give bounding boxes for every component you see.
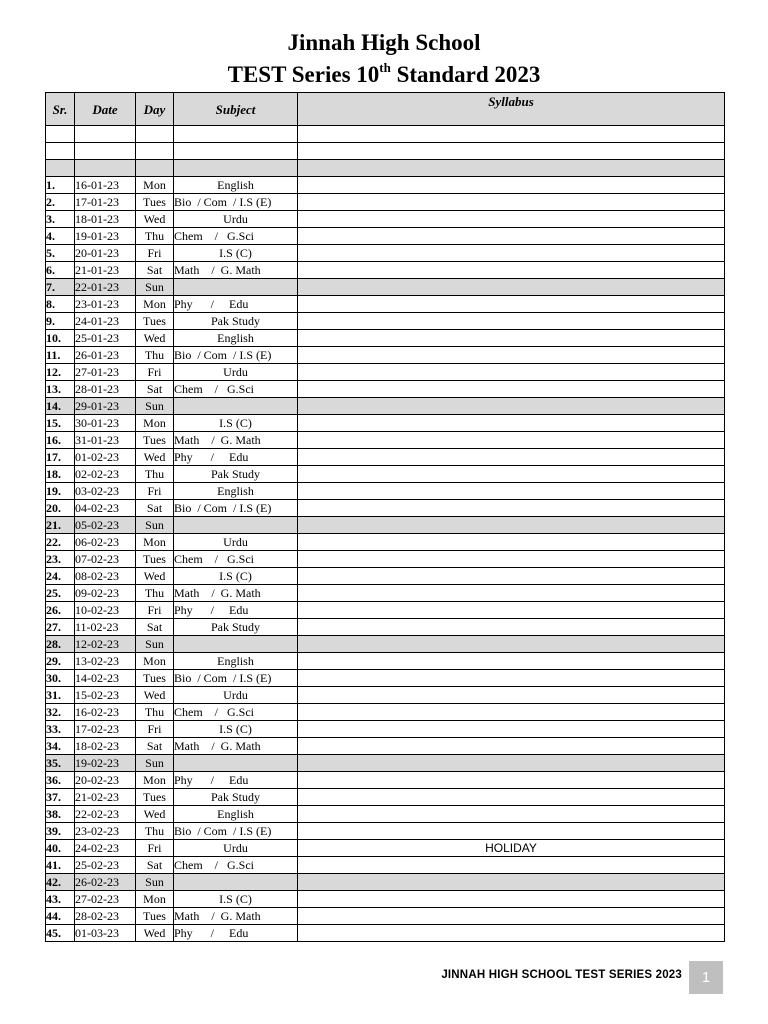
cell-sr: 30. — [46, 670, 75, 687]
cell-sr: 44. — [46, 908, 75, 925]
table-row — [46, 551, 725, 568]
school-name: Jinnah High School — [287, 30, 481, 55]
cell-sr: 7. — [46, 279, 75, 296]
cell-sr: 14. — [46, 398, 75, 415]
col-header-day: Day — [136, 93, 174, 126]
col-header-sr: Sr. — [46, 93, 75, 126]
cell-subject — [174, 755, 298, 772]
cell-sr: 31. — [46, 687, 75, 704]
cell-sr: 10. — [46, 330, 75, 347]
cell-date: 17-02-23 — [75, 721, 136, 738]
page-number: 1 — [689, 961, 723, 994]
table-row — [46, 602, 725, 619]
cell-date: 31-01-23 — [75, 432, 136, 449]
cell-syllabus — [298, 398, 725, 415]
series-suffix: Standard 2023 — [390, 62, 541, 87]
cell-subject: Chem / G.Sci — [174, 857, 298, 874]
cell-sr: 8. — [46, 296, 75, 313]
cell-subject: I.S (C) — [174, 891, 298, 908]
cell-subject: I.S (C) — [174, 568, 298, 585]
cell-syllabus: HOLIDAY — [298, 840, 725, 857]
cell-date: 14-02-23 — [75, 670, 136, 687]
cell-day: Sun — [136, 755, 174, 772]
cell-sr: 40. — [46, 840, 75, 857]
cell-syllabus — [298, 330, 725, 347]
cell-date: 18-02-23 — [75, 738, 136, 755]
cell-syllabus — [298, 721, 725, 738]
cell-date: 24-02-23 — [75, 840, 136, 857]
col-header-syllabus: Syllabus — [298, 93, 725, 126]
table-row — [46, 585, 725, 602]
cell-day: Tues — [136, 432, 174, 449]
cell-subject: Phy / Edu — [174, 296, 298, 313]
cell-day: Tues — [136, 670, 174, 687]
cell-subject: Bio / Com / I.S (E) — [174, 670, 298, 687]
cell-day: Mon — [136, 653, 174, 670]
cell-day: Thu — [136, 466, 174, 483]
cell-sr: 27. — [46, 619, 75, 636]
cell-sr: 33. — [46, 721, 75, 738]
cell-subject: Math / G. Math — [174, 432, 298, 449]
cell-sr: 4. — [46, 228, 75, 245]
cell-syllabus — [298, 381, 725, 398]
cell-day: Sat — [136, 500, 174, 517]
cell-day: Fri — [136, 483, 174, 500]
cell-syllabus — [298, 296, 725, 313]
cell-day: Fri — [136, 364, 174, 381]
cell-sr: 34. — [46, 738, 75, 755]
table-row — [46, 653, 725, 670]
cell-day: Sat — [136, 619, 174, 636]
cell-syllabus — [298, 687, 725, 704]
cell-subject: English — [174, 177, 298, 194]
blank-row — [46, 143, 725, 160]
table-header-row — [46, 93, 725, 126]
cell-sr: 1. — [46, 177, 75, 194]
cell-sr: 22. — [46, 534, 75, 551]
cell-date: 22-01-23 — [75, 279, 136, 296]
sunday-row — [46, 398, 725, 415]
cell-date: 02-02-23 — [75, 466, 136, 483]
cell-sr: 42. — [46, 874, 75, 891]
cell-day: Sat — [136, 262, 174, 279]
cell-sr: 29. — [46, 653, 75, 670]
cell-date: 19-02-23 — [75, 755, 136, 772]
cell-day: Fri — [136, 245, 174, 262]
sunday-row — [46, 755, 725, 772]
cell-subject — [174, 636, 298, 653]
table-row — [46, 500, 725, 517]
cell-syllabus — [298, 194, 725, 211]
cell-sr: 19. — [46, 483, 75, 500]
cell-subject: Math / G. Math — [174, 585, 298, 602]
cell-syllabus — [298, 228, 725, 245]
cell-date: 09-02-23 — [75, 585, 136, 602]
cell-day: Wed — [136, 330, 174, 347]
table-row — [46, 262, 725, 279]
cell-day: Wed — [136, 211, 174, 228]
cell-day: Sun — [136, 636, 174, 653]
cell-subject: Urdu — [174, 534, 298, 551]
cell-syllabus — [298, 262, 725, 279]
cell-date: 27-01-23 — [75, 364, 136, 381]
cell-subject: English — [174, 330, 298, 347]
cell-day: Sun — [136, 279, 174, 296]
cell-day: Thu — [136, 585, 174, 602]
cell-subject: Pak Study — [174, 466, 298, 483]
cell-subject: Math / G. Math — [174, 738, 298, 755]
cell-syllabus — [298, 500, 725, 517]
cell-syllabus — [298, 755, 725, 772]
cell-subject: Math / G. Math — [174, 262, 298, 279]
cell-sr: 3. — [46, 211, 75, 228]
sunday-row — [46, 636, 725, 653]
cell-date: 12-02-23 — [75, 636, 136, 653]
cell-syllabus — [298, 245, 725, 262]
cell-date: 22-02-23 — [75, 806, 136, 823]
cell-day: Sat — [136, 857, 174, 874]
cell-sr: 16. — [46, 432, 75, 449]
cell-day: Mon — [136, 772, 174, 789]
cell-syllabus — [298, 891, 725, 908]
cell-day: Wed — [136, 449, 174, 466]
cell-day: Fri — [136, 602, 174, 619]
table-row — [46, 704, 725, 721]
cell-sr: 18. — [46, 466, 75, 483]
table-row — [46, 925, 725, 942]
cell-syllabus — [298, 704, 725, 721]
blank-row — [46, 160, 725, 177]
cell-date: 08-02-23 — [75, 568, 136, 585]
table-row — [46, 840, 725, 857]
cell-subject: Pak Study — [174, 619, 298, 636]
cell-syllabus — [298, 602, 725, 619]
cell-subject: Bio / Com / I.S (E) — [174, 823, 298, 840]
cell-sr: 43. — [46, 891, 75, 908]
cell-day: Mon — [136, 891, 174, 908]
table-row — [46, 245, 725, 262]
cell-syllabus — [298, 874, 725, 891]
cell-subject — [174, 517, 298, 534]
cell-day: Thu — [136, 347, 174, 364]
col-header-date: Date — [75, 93, 136, 126]
cell-subject: English — [174, 806, 298, 823]
cell-syllabus — [298, 772, 725, 789]
cell-syllabus — [298, 347, 725, 364]
cell-date: 06-02-23 — [75, 534, 136, 551]
cell-date: 05-02-23 — [75, 517, 136, 534]
cell-subject: Chem / G.Sci — [174, 381, 298, 398]
table-row — [46, 364, 725, 381]
cell-date: 26-01-23 — [75, 347, 136, 364]
cell-day: Sat — [136, 381, 174, 398]
table-row — [46, 806, 725, 823]
cell-syllabus — [298, 364, 725, 381]
table-row — [46, 415, 725, 432]
cell-syllabus — [298, 415, 725, 432]
cell-day: Fri — [136, 840, 174, 857]
cell-date: 26-02-23 — [75, 874, 136, 891]
blank-row — [46, 126, 725, 143]
cell-sr: 12. — [46, 364, 75, 381]
cell-date: 21-01-23 — [75, 262, 136, 279]
cell-sr: 20. — [46, 500, 75, 517]
cell-day: Thu — [136, 704, 174, 721]
cell-syllabus — [298, 449, 725, 466]
cell-syllabus — [298, 585, 725, 602]
cell-date: 15-02-23 — [75, 687, 136, 704]
cell-date: 10-02-23 — [75, 602, 136, 619]
cell-subject: Urdu — [174, 364, 298, 381]
cell-date: 25-01-23 — [75, 330, 136, 347]
cell-sr: 23. — [46, 551, 75, 568]
cell-subject: Chem / G.Sci — [174, 228, 298, 245]
cell-date: 20-01-23 — [75, 245, 136, 262]
cell-date: 16-02-23 — [75, 704, 136, 721]
cell-syllabus — [298, 432, 725, 449]
cell-syllabus — [298, 670, 725, 687]
cell-day: Tues — [136, 551, 174, 568]
cell-sr: 25. — [46, 585, 75, 602]
cell-syllabus — [298, 857, 725, 874]
cell-syllabus — [298, 466, 725, 483]
table-row — [46, 432, 725, 449]
cell-subject: Phy / Edu — [174, 925, 298, 942]
schedule-table — [45, 92, 725, 942]
cell-date: 13-02-23 — [75, 653, 136, 670]
cell-subject: I.S (C) — [174, 245, 298, 262]
cell-subject: Urdu — [174, 211, 298, 228]
school-title — [0, 30, 768, 56]
table-row — [46, 330, 725, 347]
table-row — [46, 534, 725, 551]
cell-syllabus — [298, 551, 725, 568]
cell-syllabus — [298, 483, 725, 500]
table-row — [46, 568, 725, 585]
cell-day: Thu — [136, 823, 174, 840]
cell-date: 30-01-23 — [75, 415, 136, 432]
cell-day: Tues — [136, 313, 174, 330]
table-row — [46, 211, 725, 228]
cell-subject: English — [174, 653, 298, 670]
cell-subject: English — [174, 483, 298, 500]
cell-sr: 28. — [46, 636, 75, 653]
cell-subject: Urdu — [174, 840, 298, 857]
table-row — [46, 721, 725, 738]
cell-subject: Phy / Edu — [174, 772, 298, 789]
cell-date: 25-02-23 — [75, 857, 136, 874]
cell-syllabus — [298, 177, 725, 194]
sunday-row — [46, 874, 725, 891]
cell-sr: 26. — [46, 602, 75, 619]
cell-subject: Chem / G.Sci — [174, 551, 298, 568]
cell-subject: Phy / Edu — [174, 602, 298, 619]
sunday-row — [46, 279, 725, 296]
cell-day: Tues — [136, 194, 174, 211]
series-title — [0, 62, 768, 88]
table-row — [46, 381, 725, 398]
cell-syllabus — [298, 738, 725, 755]
cell-subject: Bio / Com / I.S (E) — [174, 347, 298, 364]
cell-day: Sun — [136, 874, 174, 891]
table-row — [46, 670, 725, 687]
cell-day: Wed — [136, 687, 174, 704]
cell-date: 24-01-23 — [75, 313, 136, 330]
cell-day: Mon — [136, 296, 174, 313]
cell-date: 19-01-23 — [75, 228, 136, 245]
cell-date: 16-01-23 — [75, 177, 136, 194]
cell-date: 07-02-23 — [75, 551, 136, 568]
cell-syllabus — [298, 313, 725, 330]
cell-syllabus — [298, 806, 725, 823]
cell-subject — [174, 874, 298, 891]
table-row — [46, 347, 725, 364]
cell-syllabus — [298, 619, 725, 636]
cell-subject — [174, 279, 298, 296]
cell-sr: 36. — [46, 772, 75, 789]
cell-day: Sun — [136, 517, 174, 534]
cell-day: Wed — [136, 806, 174, 823]
cell-date: 04-02-23 — [75, 500, 136, 517]
cell-day: Tues — [136, 908, 174, 925]
cell-sr: 37. — [46, 789, 75, 806]
cell-date: 23-02-23 — [75, 823, 136, 840]
cell-syllabus — [298, 789, 725, 806]
cell-syllabus — [298, 908, 725, 925]
cell-sr: 6. — [46, 262, 75, 279]
cell-day: Mon — [136, 177, 174, 194]
cell-date: 29-01-23 — [75, 398, 136, 415]
table-row — [46, 789, 725, 806]
cell-day: Thu — [136, 228, 174, 245]
cell-day: Mon — [136, 415, 174, 432]
footer-text: JINNAH HIGH SCHOOL TEST SERIES 2023 — [441, 969, 682, 981]
cell-date: 28-02-23 — [75, 908, 136, 925]
cell-subject: Phy / Edu — [174, 449, 298, 466]
cell-sr: 17. — [46, 449, 75, 466]
cell-sr: 45. — [46, 925, 75, 942]
cell-syllabus — [298, 823, 725, 840]
cell-sr: 2. — [46, 194, 75, 211]
cell-day: Tues — [136, 789, 174, 806]
table-row — [46, 891, 725, 908]
table-row — [46, 313, 725, 330]
table-row — [46, 772, 725, 789]
cell-subject: I.S (C) — [174, 415, 298, 432]
series-prefix: TEST Series 10 — [227, 62, 380, 87]
cell-sr: 13. — [46, 381, 75, 398]
cell-date: 01-02-23 — [75, 449, 136, 466]
cell-sr: 5. — [46, 245, 75, 262]
cell-subject: Pak Study — [174, 789, 298, 806]
table-row — [46, 466, 725, 483]
cell-sr: 21. — [46, 517, 75, 534]
cell-subject — [174, 398, 298, 415]
table-row — [46, 857, 725, 874]
cell-day: Fri — [136, 721, 174, 738]
table-row — [46, 908, 725, 925]
cell-subject: Bio / Com / I.S (E) — [174, 194, 298, 211]
table-row — [46, 823, 725, 840]
cell-date: 18-01-23 — [75, 211, 136, 228]
cell-date: 27-02-23 — [75, 891, 136, 908]
cell-syllabus — [298, 534, 725, 551]
cell-date: 03-02-23 — [75, 483, 136, 500]
cell-sr: 24. — [46, 568, 75, 585]
cell-subject: Urdu — [174, 687, 298, 704]
table-row — [46, 194, 725, 211]
cell-syllabus — [298, 925, 725, 942]
cell-day: Wed — [136, 568, 174, 585]
cell-syllabus — [298, 211, 725, 228]
col-header-subject: Subject — [174, 93, 298, 126]
cell-date: 17-01-23 — [75, 194, 136, 211]
cell-date: 23-01-23 — [75, 296, 136, 313]
cell-subject: Bio / Com / I.S (E) — [174, 500, 298, 517]
cell-day: Wed — [136, 925, 174, 942]
sunday-row — [46, 517, 725, 534]
cell-subject: Math / G. Math — [174, 908, 298, 925]
table-row — [46, 687, 725, 704]
cell-syllabus — [298, 636, 725, 653]
cell-sr: 9. — [46, 313, 75, 330]
cell-sr: 39. — [46, 823, 75, 840]
cell-date: 01-03-23 — [75, 925, 136, 942]
cell-subject: I.S (C) — [174, 721, 298, 738]
cell-sr: 35. — [46, 755, 75, 772]
cell-sr: 38. — [46, 806, 75, 823]
cell-date: 11-02-23 — [75, 619, 136, 636]
cell-date: 28-01-23 — [75, 381, 136, 398]
cell-sr: 15. — [46, 415, 75, 432]
cell-date: 20-02-23 — [75, 772, 136, 789]
cell-date: 21-02-23 — [75, 789, 136, 806]
cell-syllabus — [298, 279, 725, 296]
table-row — [46, 619, 725, 636]
table-row — [46, 483, 725, 500]
series-superscript: th — [379, 60, 391, 75]
cell-day: Sat — [136, 738, 174, 755]
cell-subject: Pak Study — [174, 313, 298, 330]
cell-subject: Chem / G.Sci — [174, 704, 298, 721]
table-row — [46, 296, 725, 313]
table-row — [46, 177, 725, 194]
cell-sr: 32. — [46, 704, 75, 721]
table-row — [46, 228, 725, 245]
cell-syllabus — [298, 517, 725, 534]
cell-syllabus — [298, 568, 725, 585]
table-row — [46, 738, 725, 755]
cell-sr: 41. — [46, 857, 75, 874]
cell-syllabus — [298, 653, 725, 670]
table-row — [46, 449, 725, 466]
cell-day: Mon — [136, 534, 174, 551]
cell-day: Sun — [136, 398, 174, 415]
cell-sr: 11. — [46, 347, 75, 364]
